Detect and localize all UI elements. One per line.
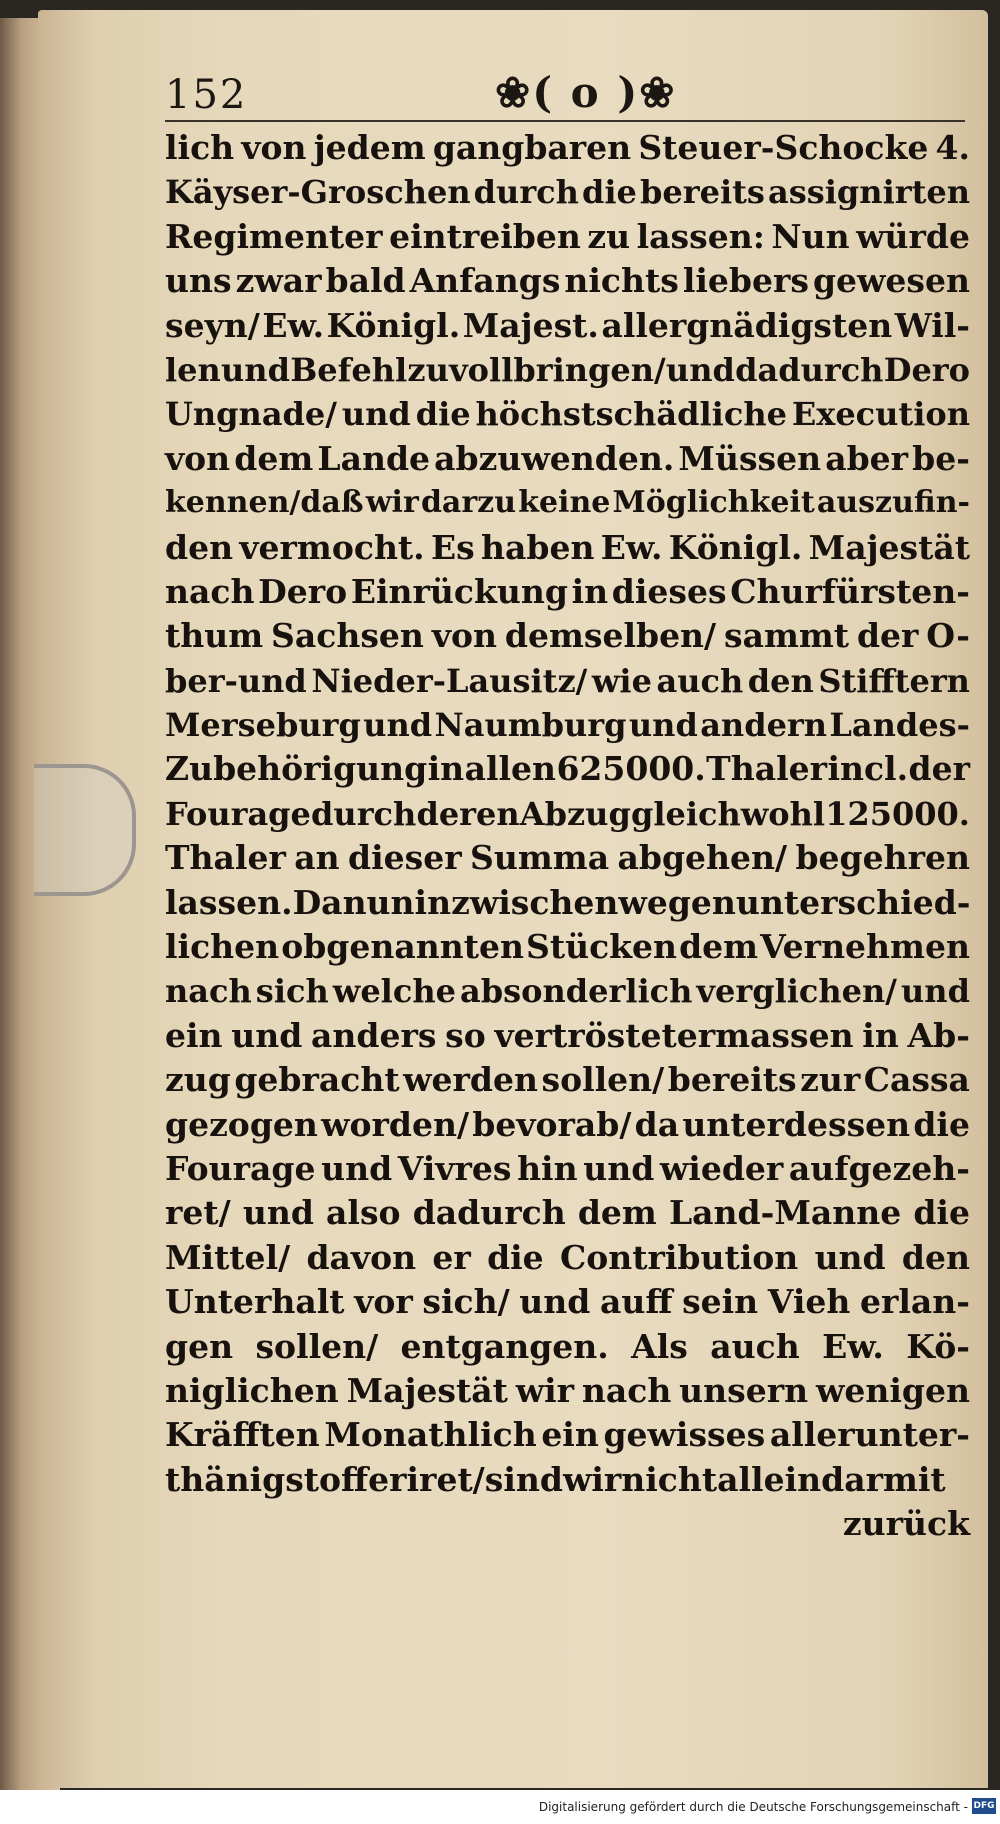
page-number: 152	[165, 72, 248, 118]
text-line: nach Dero Einrückung in dieses Churfürsten-	[165, 571, 970, 611]
footer	[0, 1792, 1000, 1824]
page-header	[165, 68, 965, 128]
text-line: ret/ und also dadurch dem Land-Manne die	[165, 1193, 970, 1233]
text-line: Regimenter eintreiben zu lassen: Nun würde	[165, 216, 970, 256]
text-line: gen sollen/ entgangen. Als auch Ew. Kö-	[165, 1326, 970, 1366]
header-rule	[165, 120, 965, 122]
text-line: thum Sachsen von demselben/ sammt der O-	[165, 616, 970, 656]
dfg-logo: DFG	[972, 1798, 996, 1814]
text-line: ein und anders so vertröstetermassen in Ab-	[165, 1015, 970, 1055]
text-line: Thaler an dieser Summa abgehen/ begehren	[165, 838, 970, 878]
text-line: nach sich welche absonderlich verglichen/ und	[165, 972, 970, 1011]
text-line: Kräfften Monathlich ein gewisses allerunter-	[165, 1415, 970, 1455]
body-text	[165, 126, 970, 1547]
text-line: uns zwar bald Anfangs nichts liebers gewesen	[165, 261, 970, 301]
text-line: von dem Lande abzuwenden. Müssen aber be-	[165, 438, 970, 478]
text-line: zug gebracht werden sollen/ bereits zur Cassa	[165, 1060, 970, 1100]
text-line: thänigst offeriret/ sind wir nicht allein darmit	[165, 1459, 946, 1499]
text-line: Fourage und Vivres hin und wieder aufgezeh-	[165, 1148, 970, 1188]
text-line: lassen. Da nun inzwischen wegen unterschied-	[165, 882, 971, 922]
text-line: len und Befehl zu vollbringen/ und dadurch Dero	[165, 350, 970, 389]
text-line: seyn/ Ew. Königl. Majest. allergnädigsten Wil-	[165, 305, 970, 345]
text-line: lich von jedem gangbaren Steuer-Schocke 4.	[165, 128, 970, 167]
text-line: lichen obgenannten Stücken dem Vernehmen	[165, 927, 970, 967]
text-line: Käyser-Groschen durch die bereits assignirten	[165, 173, 970, 212]
text-line: Fourage durch deren Abzug gleichwohl 125000.	[165, 794, 970, 833]
catchword: zurück	[842, 1504, 970, 1544]
text-line: den vermocht. Es haben Ew. Königl. Majestät	[165, 527, 970, 567]
text-line: gezogen worden/ bevorab/ da unterdessen die	[165, 1104, 970, 1144]
text-line: ber-und Nieder-Lausitz/ wie auch den Stifftern	[165, 661, 970, 700]
text-line: Ungnade/ und die höchstschädliche Execution	[165, 395, 970, 434]
page-clasp	[34, 764, 136, 896]
text-line: Mittel/ davon er die Contribution und den	[165, 1237, 970, 1277]
digitization-credit: Digitalisierung gefördert durch die Deutsche Forschungsgemeinschaft -	[538, 1800, 968, 1814]
text-line: Unterhalt vor sich/ und auff sein Vieh erlan-	[165, 1282, 970, 1322]
text-line: Zubehörigung in allen 625000. Thaler incl. der	[165, 749, 970, 789]
text-line: Merseburg und Naumburg und andern Landes-	[165, 706, 970, 745]
text-line: niglichen Majestät wir nach unsern wenigen	[165, 1370, 970, 1410]
header-ornament: ❀( o )❀	[495, 68, 677, 117]
text-line: kennen/daß wir darzu keine Möglichkeit auszufin-	[165, 485, 970, 521]
